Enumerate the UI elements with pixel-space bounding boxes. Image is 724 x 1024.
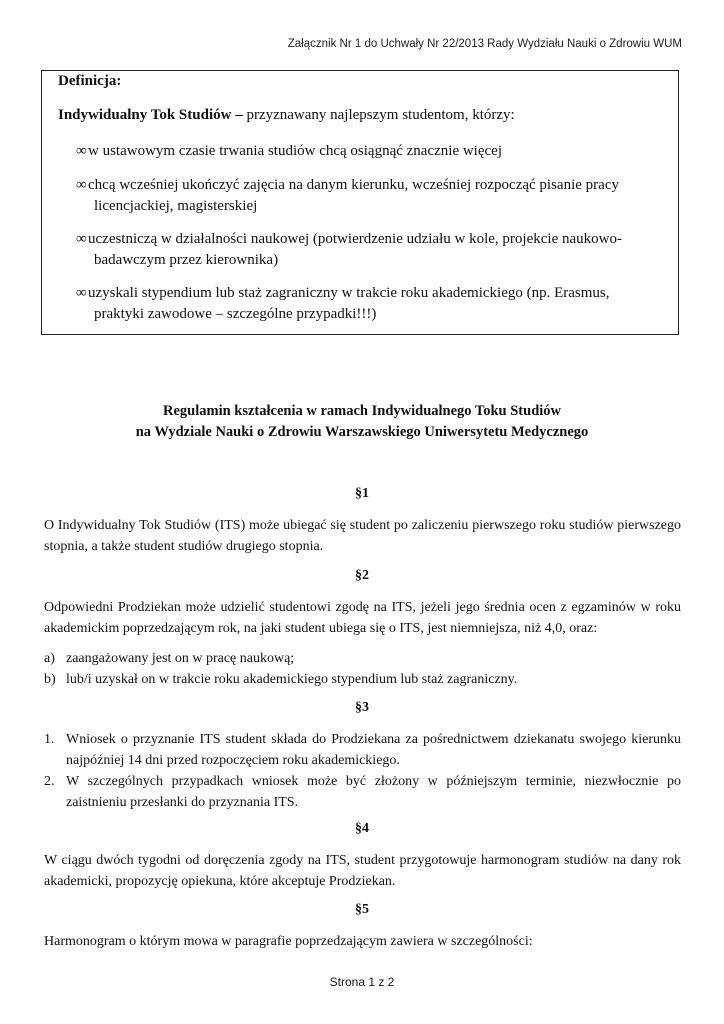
bullet-text: uczestniczą w działalności naukowej (potwierdzenie udziału w kole, projekcie naukowo- <box>88 231 622 247</box>
definition-intro-text: przyznawany najlepszym studentom, którzy: <box>242 107 515 123</box>
bullet-text-continuation: licencjackiej, magisterskiej <box>94 198 258 214</box>
section-5-heading: §5 <box>355 902 369 917</box>
section-1-text: O Indywidualny Tok Studiów (ITS) może ubiegać się student po zaliczeniu pierwszego roku studiów pierwszego stopnia, a także student studiów drugiego stopnia. <box>44 518 681 554</box>
section-3-item <box>44 771 681 813</box>
section-3-item <box>44 729 681 771</box>
list-item-text: Wniosek o przyznanie ITS student składa do Prodziekana za pośrednictwem dziekanatu swojego kierunku najpóźniej 14 dni przed rozpoczęciem roku akademickiego. <box>66 732 681 768</box>
section-4-text: W ciągu dwóch tygodni od doręczenia zgody na ITS, student przygotowuje harmonogram studiów na dany rok akademicki, propozycję opiekuna, które akceptuje Prodziekan. <box>44 853 681 889</box>
section-4-heading: §4 <box>355 821 369 836</box>
list-marker: 1. <box>44 732 55 747</box>
definition-bullet <box>76 141 672 162</box>
bullet-text: w ustawowym czasie trwania studiów chcą osiągnąć znacznie więcej <box>88 143 502 159</box>
bullet-text-continuation: badawczym przez kierownika) <box>94 252 279 268</box>
infinity-bullet-icon: ∞ <box>76 143 87 159</box>
regulation-title-line2: na Wydziale Nauki o Zdrowiu Warszawskiego Uniwersytetu Medycznego <box>135 424 589 440</box>
definition-bullet <box>76 229 672 271</box>
section-2-item <box>44 648 681 669</box>
section-2-heading: §2 <box>355 568 369 583</box>
list-item-text: W szczególnych przypadkach wniosek może być złożony w późniejszym terminie, niezwłocznie po zaistnieniu przesłanki do przyznania ITS. <box>66 774 681 810</box>
definition-title: Definicja: <box>58 73 122 89</box>
list-marker: 2. <box>44 774 55 789</box>
definition-intro <box>58 107 515 124</box>
infinity-bullet-icon: ∞ <box>76 177 87 193</box>
definition-box <box>41 70 679 335</box>
infinity-bullet-icon: ∞ <box>76 285 87 301</box>
definition-bullet <box>76 283 672 325</box>
page-header: Załącznik Nr 1 do Uchwały Nr 22/2013 Rady Wydziału Nauki o Zdrowiu WUM <box>287 38 682 50</box>
section-5-text: Harmonogram o którym mowa w paragrafie poprzedzającym zawiera w szczególności: <box>44 934 533 949</box>
regulation-title-line1: Regulamin kształcenia w ramach Indywidualnego Toku Studiów <box>162 403 562 419</box>
section-2-item <box>44 669 681 690</box>
page-footer: Strona 1 z 2 <box>329 975 395 989</box>
bullet-text: uzyskali stypendium lub staż zagraniczny w trakcie roku akademickiego (np. Erasmus, <box>88 285 610 301</box>
section-1-heading: §1 <box>355 486 369 501</box>
list-item-text: zaangażowany jest on w pracę naukową; <box>66 651 295 666</box>
section-2-text: Odpowiedni Prodziekan może udzielić studentowi zgodę na ITS, jeżeli jego średnia ocen z egzaminów w roku akademickim poprzedzającym rok, na jaki student ubiega się o ITS, jest niemniejsza, niż 4,0, oraz: <box>44 600 681 636</box>
list-item-text: lub/i uzyskał on w trakcie roku akademickiego stypendium lub staż zagraniczny. <box>66 672 518 687</box>
list-marker: b) <box>44 672 56 687</box>
definition-bullet <box>76 175 672 217</box>
bullet-text-continuation: praktyki zawodowe – szczególne przypadki!!!) <box>94 306 377 322</box>
definition-term: Indywidualny Tok Studiów – <box>58 107 243 123</box>
bullet-text: chcą wcześniej ukończyć zajęcia na danym kierunku, wcześniej rozpocząć pisanie pracy <box>88 177 619 193</box>
section-3-heading: §3 <box>355 700 369 715</box>
list-marker: a) <box>44 651 55 666</box>
infinity-bullet-icon: ∞ <box>76 231 87 247</box>
